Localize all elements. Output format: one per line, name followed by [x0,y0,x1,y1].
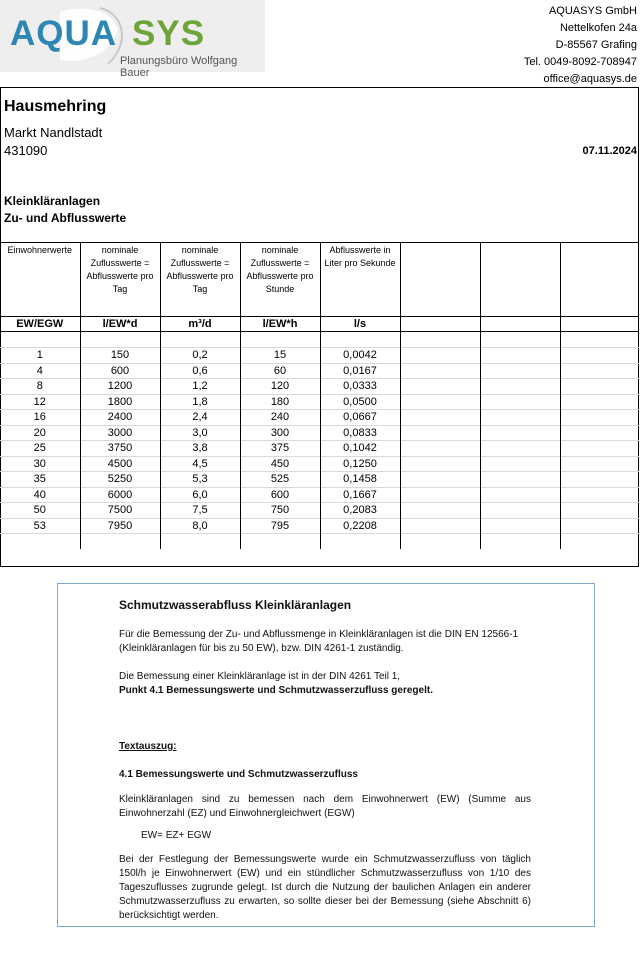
table-cell: 0,0667 [320,410,400,426]
table-cell [400,503,480,519]
table-row [0,534,639,549]
table-cell: 0,1667 [320,487,400,503]
table-cell: 1200 [80,379,160,395]
info-title: Schmutzwasserabfluss Kleinkläranlagen [119,598,352,612]
table-cell: 0,0042 [320,348,400,364]
table-cell [560,518,639,534]
table-row [0,363,639,379]
table-cell [480,348,560,364]
table-cell: 35 [0,472,80,488]
table-row [0,456,639,472]
table-cell: 5250 [80,472,160,488]
table-header-row [0,243,639,317]
table-cell: 600 [80,363,160,379]
info-paragraph-2b: Punkt 4.1 Bemessungswerte und Schmutzwasserzufluss geregelt. [119,685,433,696]
table-cell [560,410,639,426]
unit-cell [480,317,560,332]
info-paragraph-2a: Die Bemessung einer Kleinkläranlage ist in der DIN 4261 Teil 1, [119,671,401,682]
table-cell [400,425,480,441]
table-cell: 20 [0,425,80,441]
info-section-heading: 4.1 Bemessungswerte und Schmutzwasserzufluss [119,769,358,780]
table-row [0,441,639,457]
table-cell: 40 [0,487,80,503]
table-cell: 1 [0,348,80,364]
table-cell: 7500 [80,503,160,519]
table-cell: 1800 [80,394,160,410]
project-date: 07.11.2024 [582,145,637,157]
header-cell: Abflusswerte in Liter pro Sekunde [320,243,400,317]
table-cell [400,394,480,410]
table-cell: 2400 [80,410,160,426]
table-cell: 0,1250 [320,456,400,472]
flow-values-table [0,242,639,549]
table-cell: 5,3 [160,472,240,488]
table-cell: 0,1458 [320,472,400,488]
table-cell [400,456,480,472]
table-cell [400,348,480,364]
logo-name-part2: SYS [132,14,206,53]
table-cell [480,394,560,410]
table-cell: 60 [240,363,320,379]
table-row [0,503,639,519]
table-cell: 25 [0,441,80,457]
table-cell: 795 [240,518,320,534]
section-heading-2: Zu- und Abflusswerte [4,211,127,225]
unit-cell [400,317,480,332]
table-cell [560,425,639,441]
company-email: office@aquasys.de [543,73,637,85]
company-city: D-85567 Grafing [555,39,637,51]
table-cell: 300 [240,425,320,441]
table-cell: 7950 [80,518,160,534]
table-cell: 12 [0,394,80,410]
table-cell: 0,6 [160,363,240,379]
table-cell [400,410,480,426]
company-name: AQUASYS GmbH [548,5,637,17]
table-cell: 1,2 [160,379,240,395]
table-cell: 0,0833 [320,425,400,441]
unit-cell: m³/d [160,317,240,332]
table-cell: 50 [0,503,80,519]
info-paragraph-4: Bei der Festlegung der Bemessungswerte wurde ein Schmutzwasserzufluss von täglich 150l/h je Einwohnerwert (EW) und ein stündlicher Schmutzwasserzufluss von 1/10 des Tageszuflusses zugrunde gelegt. Ist durch die Nutzung der baulichen Anlagen ein anderer Schmutzwasserzufluss zu erwarten, so sollte dieser bei der Bemessung (siehe Abschnitt 6) berücksichtigt werden. [119,854,531,921]
table-units-row [0,317,639,332]
table-cell [560,379,639,395]
table-cell: 0,1042 [320,441,400,457]
table-cell: 0,0500 [320,394,400,410]
table-cell: 1,8 [160,394,240,410]
header-cell: Einwohnerwerte [0,243,80,317]
table-cell: 375 [240,441,320,457]
table-cell [560,472,639,488]
table-cell [560,441,639,457]
table-cell [480,363,560,379]
unit-cell: EW/EGW [0,317,80,332]
table-cell: 600 [240,487,320,503]
table-cell [400,441,480,457]
table-cell: 3,0 [160,425,240,441]
table-cell [560,456,639,472]
table-cell: 3,8 [160,441,240,457]
table-cell [400,363,480,379]
table-cell [400,379,480,395]
table-cell [560,394,639,410]
table-cell: 8,0 [160,518,240,534]
table-cell: 0,2083 [320,503,400,519]
table-body [0,348,639,534]
table-cell [400,518,480,534]
table-cell: 120 [240,379,320,395]
unit-cell: l/EW*d [80,317,160,332]
project-location: Markt Nandlstadt [4,125,103,140]
company-phone: Tel. 0049-8092-708947 [523,56,637,68]
unit-cell: l/EW*h [240,317,320,332]
table-cell: 450 [240,456,320,472]
section-heading-1: Kleinkläranlagen [4,194,101,208]
table-cell: 4500 [80,456,160,472]
company-address [524,3,637,88]
header-cell [560,243,639,317]
header-cell: nominale Zuflusswerte = Abflusswerte pro Stunde [240,243,320,317]
table-cell: 30 [0,456,80,472]
table-cell: 150 [80,348,160,364]
table-cell [480,410,560,426]
table-cell [480,518,560,534]
table-cell [480,503,560,519]
table-cell: 0,2 [160,348,240,364]
table-cell: 4,5 [160,456,240,472]
unit-cell [560,317,639,332]
unit-cell: l/s [320,317,400,332]
table-row [0,518,639,534]
table-cell: 8 [0,379,80,395]
table-cell: 180 [240,394,320,410]
project-number: 431090 [4,143,48,158]
info-paragraph-1: Für die Bemessung der Zu- und Abflussmenge in Kleinkläranlagen ist die DIN EN 12566-1 (Kleinkläranlagen für bis zu 50 EW), bzw. DIN 4261-1 zuständig. [119,629,519,654]
table-cell: 6000 [80,487,160,503]
table-cell [480,441,560,457]
company-street: Nettelkofen 24a [559,22,637,34]
header-cell [480,243,560,317]
table-cell [400,472,480,488]
company-logo [0,0,265,79]
table-cell [480,379,560,395]
table-cell: 0,0333 [320,379,400,395]
logo-subtitle: Planungsbüro Wolfgang Bauer [120,55,238,79]
table-cell [480,487,560,503]
table-cell [560,348,639,364]
table-cell: 3000 [80,425,160,441]
table-row [0,394,639,410]
table-cell: 240 [240,410,320,426]
table-cell [480,425,560,441]
logo-name-part1: AQUA [10,14,118,53]
table-row [0,425,639,441]
table-cell: 750 [240,503,320,519]
table-cell: 525 [240,472,320,488]
table-cell [480,472,560,488]
table-cell: 15 [240,348,320,364]
table-cell: 7,5 [160,503,240,519]
table-row [0,410,639,426]
table-row [0,487,639,503]
table-cell [560,503,639,519]
table-row [0,379,639,395]
table-cell: 3750 [80,441,160,457]
table-cell [560,363,639,379]
info-formula: EW= EZ+ EGW [141,830,212,841]
info-excerpt-label: Textauszug: [119,741,177,752]
table-cell: 2,4 [160,410,240,426]
header-cell: nominale Zuflusswerte = Abflusswerte pro Tag [80,243,160,317]
info-paragraph-3: Kleinkläranlagen sind zu bemessen nach dem Einwohnerwert (EW) (Summe aus Einwohnerzahl (EZ) und Einwohnergleichwert (EGW) [119,794,531,819]
table-row [0,472,639,488]
table-cell: 16 [0,410,80,426]
table-spacer-row [0,332,639,348]
header-cell: nominale Zuflusswerte = Abflusswerte pro Tag [160,243,240,317]
table-cell: 53 [0,518,80,534]
table-cell [400,487,480,503]
table-cell: 0,2208 [320,518,400,534]
header-cell [400,243,480,317]
table-cell: 0,0167 [320,363,400,379]
table-cell [560,487,639,503]
table-cell: 4 [0,363,80,379]
table-cell [480,456,560,472]
project-title: Hausmehring [4,98,107,115]
table-row [0,348,639,364]
table-cell: 6,0 [160,487,240,503]
